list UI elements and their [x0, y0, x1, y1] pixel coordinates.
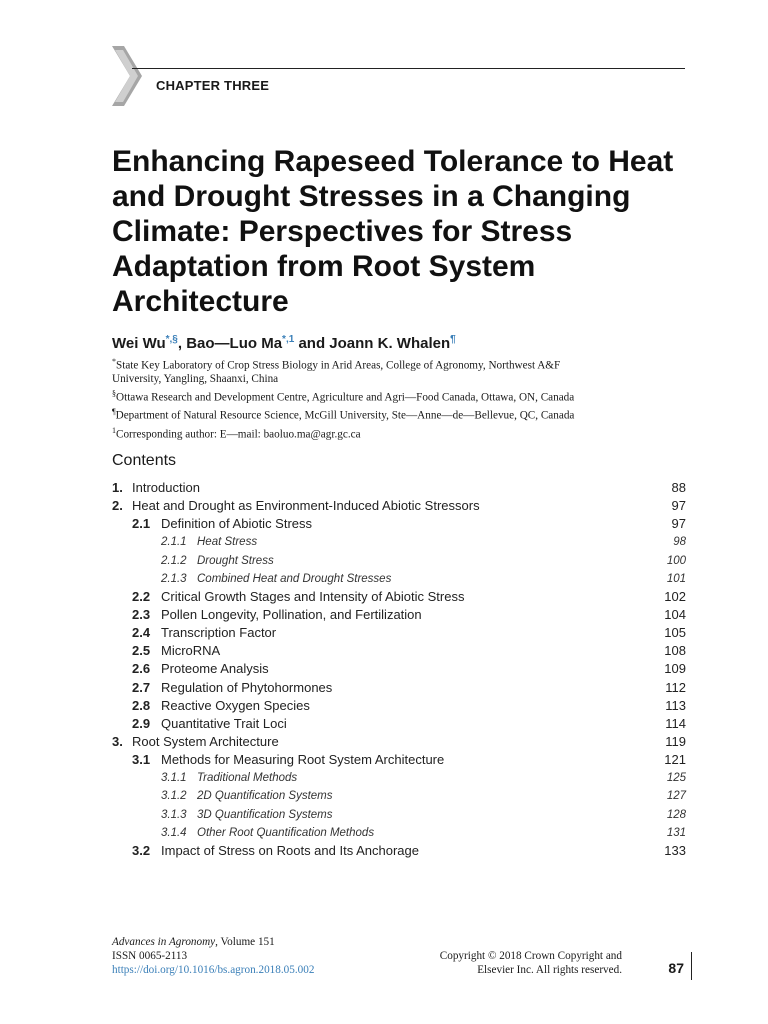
toc-entry[interactable]	[112, 479, 686, 497]
table-of-contents	[112, 479, 686, 860]
author-marks: ¶	[450, 334, 456, 345]
author-name: Joann K. Whalen	[329, 335, 451, 352]
chapter-rule	[132, 68, 685, 69]
toc-label: Heat and Drought as Environment-Induced Abiotic Stressors	[132, 498, 480, 514]
toc-entry[interactable]	[112, 769, 686, 787]
toc-label: MicroRNA	[161, 643, 221, 659]
chapter-chevron-icon	[112, 46, 142, 106]
toc-page: 109	[664, 661, 686, 677]
affiliation-text: University, Yangling, Shaanxi, China	[112, 373, 279, 386]
toc-number: 3.1	[132, 752, 151, 768]
affiliation-line	[112, 373, 672, 387]
toc-entry[interactable]	[112, 533, 686, 551]
doi-link[interactable]: https://doi.org/10.1016/bs.agron.2018.05.002	[112, 963, 315, 976]
toc-page: 105	[664, 625, 686, 641]
toc-entry[interactable]	[112, 751, 686, 769]
toc-entry[interactable]	[112, 588, 686, 606]
toc-page: 113	[665, 697, 686, 713]
toc-entry[interactable]	[112, 733, 686, 751]
toc-label: Proteome Analysis	[161, 661, 269, 677]
toc-number: 2.1.3	[161, 572, 187, 585]
toc-page: 88	[671, 480, 686, 495]
affiliation-line	[112, 355, 672, 373]
toc-entry[interactable]	[112, 806, 686, 824]
toc-label: Methods for Measuring Root System Architecture	[161, 752, 445, 768]
toc-number: 2.1	[132, 516, 151, 532]
toc-page: 104	[664, 606, 686, 622]
toc-page: 97	[671, 516, 686, 532]
toc-label: Heat Stress	[197, 536, 258, 549]
toc-page: 112	[665, 679, 686, 695]
toc-entry[interactable]	[112, 570, 686, 588]
toc-entry[interactable]	[112, 624, 686, 642]
author-name: Bao—Luo Ma	[186, 335, 283, 352]
affiliation-list	[112, 355, 672, 442]
toc-label: Transcription Factor	[161, 625, 277, 641]
toc-entry[interactable]	[112, 715, 686, 733]
toc-number: 3.1.3	[161, 808, 187, 821]
author-marks: *,1	[282, 334, 295, 345]
journal-volume: , Volume 151	[215, 936, 275, 948]
chapter-title: Enhancing Rapeseed Tolerance to Heat and Drought Stresses in a Changing Climate: Perspectives for Stress Adaptation from Root System Architecture	[112, 145, 674, 318]
toc-label: Critical Growth Stages and Intensity of Abiotic Stress	[161, 588, 465, 604]
toc-page: 127	[666, 790, 686, 803]
toc-entry[interactable]	[112, 824, 686, 842]
toc-entry[interactable]	[112, 679, 686, 697]
toc-page: 119	[665, 733, 686, 749]
toc-entry[interactable]	[112, 660, 686, 678]
affiliation-mark: *	[112, 357, 116, 366]
issn: ISSN 0065-2113	[112, 949, 188, 962]
toc-label: Regulation of Phytohormones	[161, 679, 333, 695]
chapter-label: CHAPTER THREE	[156, 78, 270, 93]
toc-label: Pollen Longevity, Pollination, and Fertilization	[161, 606, 422, 622]
toc-page: 102	[664, 588, 686, 604]
toc-number: 3.1.1	[161, 772, 187, 785]
toc-number: 1.	[112, 480, 123, 495]
toc-number: 2.4	[132, 625, 151, 641]
toc-label: Root System Architecture	[132, 733, 279, 749]
toc-page: 125	[666, 772, 686, 785]
toc-number: 2.	[112, 498, 123, 514]
toc-page: 100	[666, 554, 686, 567]
footer-citation	[112, 936, 314, 977]
toc-label: 2D Quantification Systems	[197, 790, 333, 803]
toc-label: Traditional Methods	[197, 772, 298, 785]
page-number-rule	[691, 952, 692, 980]
author-separator: ,	[177, 335, 187, 352]
author-marks: *,§	[165, 334, 178, 345]
toc-entry[interactable]	[112, 515, 686, 533]
toc-label: Other Root Quantification Methods	[197, 826, 375, 839]
toc-entry[interactable]	[112, 552, 686, 570]
toc-number: 2.3	[132, 606, 151, 622]
toc-entry[interactable]	[112, 697, 686, 715]
affiliation-text: Department of Natural Resource Science, McGill University, Ste—Anne—de—Bellevue, QC, Canada	[115, 409, 575, 422]
toc-entry[interactable]	[112, 642, 686, 660]
toc-number: 2.6	[132, 661, 151, 677]
toc-label: Reactive Oxygen Species	[161, 697, 310, 713]
author-list	[112, 334, 456, 352]
affiliation-text: Corresponding author: E—mail: baoluo.ma@agr.gc.ca	[116, 428, 361, 441]
affiliation-mark: §	[112, 388, 116, 398]
toc-page: 98	[673, 536, 686, 549]
author-name: Wei Wu	[112, 335, 166, 352]
copyright-notice	[390, 950, 622, 978]
toc-number: 3.	[112, 733, 123, 749]
affiliation-text: Ottawa Research and Development Centre, Agriculture and Agri—Food Canada, Ottawa, ON, Canada	[116, 391, 575, 404]
toc-label: Definition of Abiotic Stress	[161, 516, 313, 532]
page-number: 87	[668, 960, 684, 976]
journal-name: Advances in Agronomy	[112, 936, 216, 948]
toc-entry[interactable]	[112, 842, 686, 860]
toc-page: 108	[664, 643, 686, 659]
toc-number: 3.1.2	[161, 790, 187, 803]
affiliation-mark: 1	[112, 425, 116, 435]
toc-page: 97	[671, 498, 686, 514]
toc-page: 114	[665, 715, 686, 731]
toc-number: 2.1.1	[161, 536, 187, 549]
toc-number: 2.7	[132, 679, 151, 695]
toc-page: 101	[666, 572, 686, 585]
toc-label: Combined Heat and Drought Stresses	[197, 572, 392, 585]
toc-label: 3D Quantification Systems	[197, 808, 333, 821]
toc-label: Introduction	[132, 480, 200, 495]
toc-number: 2.8	[132, 697, 151, 713]
affiliation-line	[112, 405, 672, 423]
affiliation-line	[112, 424, 672, 442]
toc-number: 2.1.2	[161, 554, 187, 567]
toc-entry[interactable]	[112, 606, 686, 624]
toc-page: 121	[664, 752, 686, 768]
toc-label: Impact of Stress on Roots and Its Anchorage	[161, 842, 419, 858]
toc-label: Drought Stress	[197, 554, 274, 567]
copyright-line-1: Copyright © 2018 Crown Copyright and	[439, 950, 622, 962]
contents-heading: Contents	[112, 452, 177, 469]
author-separator: and	[294, 335, 330, 352]
toc-number: 2.5	[132, 643, 151, 659]
toc-page: 131	[666, 826, 686, 839]
affiliation-mark: ¶	[112, 407, 116, 417]
toc-page: 128	[666, 808, 686, 821]
toc-number: 2.2	[132, 588, 151, 604]
copyright-line-2: Elsevier Inc. All rights reserved.	[477, 963, 622, 976]
toc-entry[interactable]	[112, 497, 686, 515]
toc-number: 3.1.4	[161, 826, 187, 839]
affiliation-text: State Key Laboratory of Crop Stress Biology in Arid Areas, College of Agronomy, Northwest A&F	[116, 359, 561, 372]
toc-number: 2.9	[132, 715, 151, 731]
toc-entry[interactable]	[112, 787, 686, 805]
toc-label: Quantitative Trait Loci	[161, 715, 287, 731]
toc-number: 3.2	[132, 842, 151, 858]
affiliation-line	[112, 387, 672, 405]
toc-page: 133	[664, 842, 686, 858]
